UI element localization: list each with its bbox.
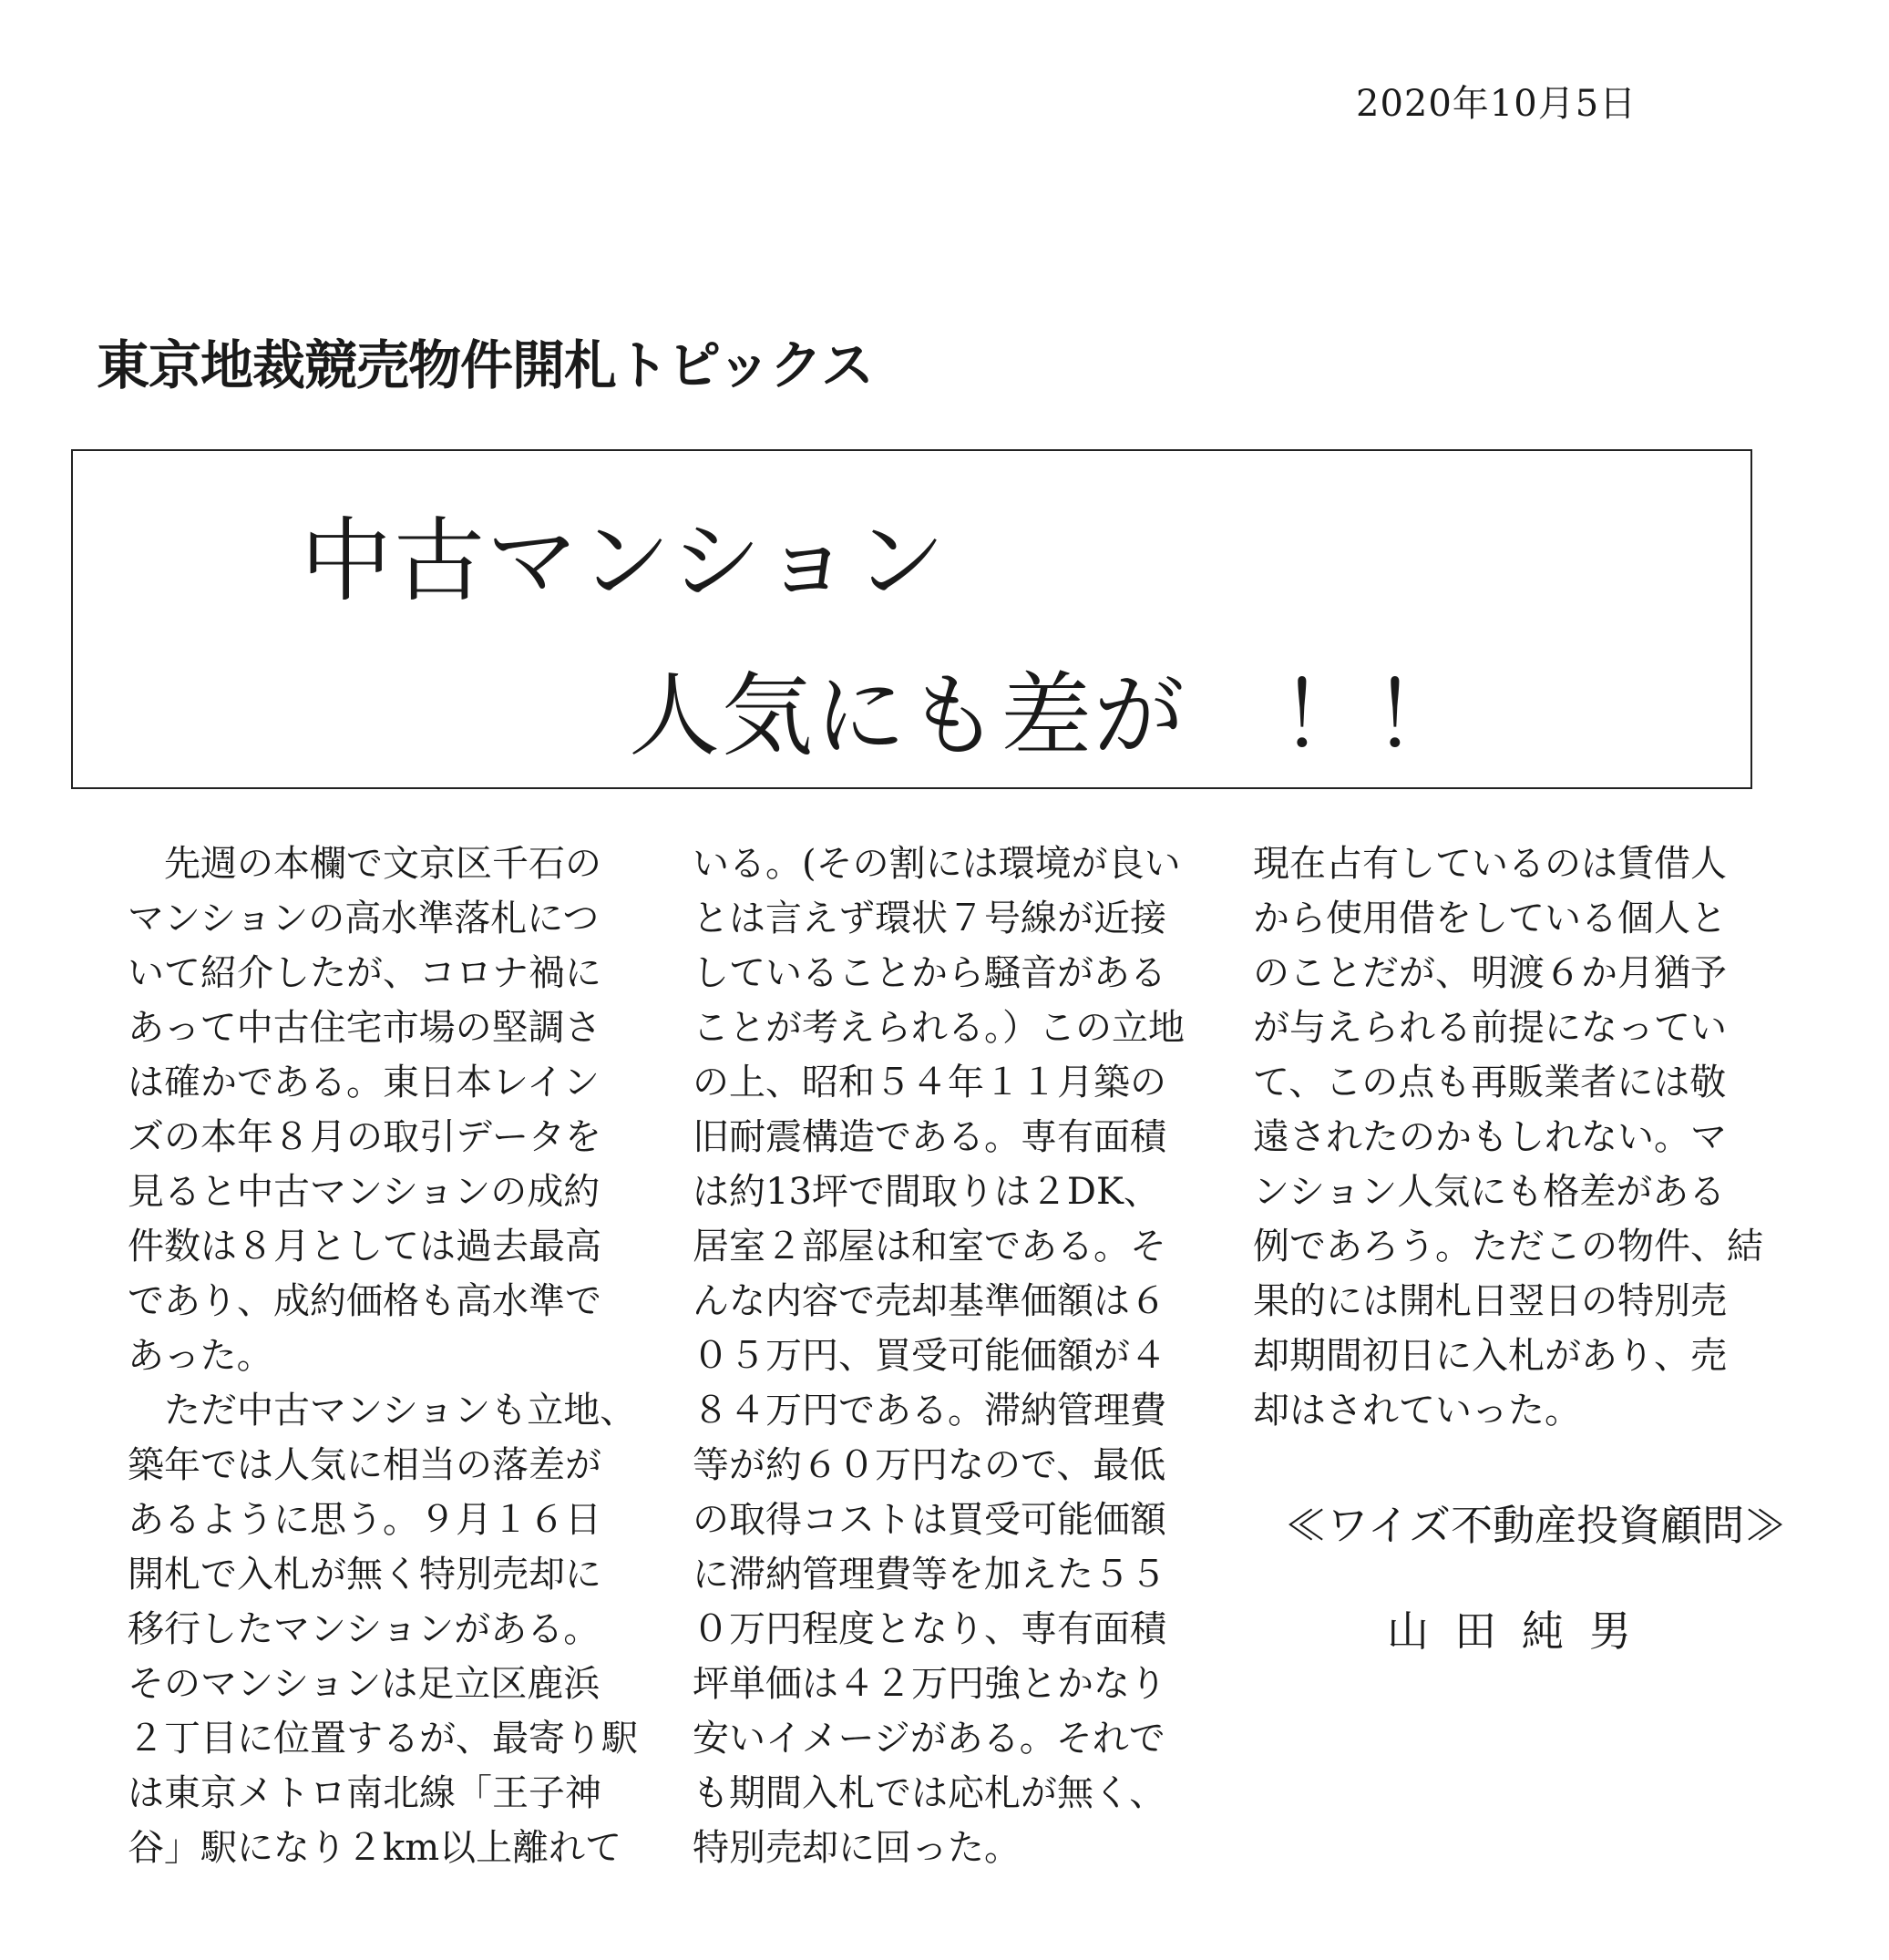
topic-title: 東京地裁競売物件開札トピックス	[97, 334, 874, 396]
article-line: 移行したマンションがある。	[128, 1608, 601, 1650]
article-line: ２丁目に位置するが、最寄り駅	[128, 1718, 638, 1760]
article-line: が与えられる前提になってい	[1253, 1007, 1727, 1049]
article-line: 谷」駅になり２km以上離れて	[128, 1827, 622, 1869]
article-line: 却はされていった。	[1253, 1390, 1581, 1432]
article-line: ただ中古マンションも立地、	[128, 1390, 637, 1432]
article-line: 見ると中古マンションの成約	[128, 1171, 601, 1213]
article-line: ０５万円、買受可能価額が４	[693, 1335, 1166, 1377]
article-line: は東京メトロ南北線「王子神	[128, 1772, 601, 1814]
article-line: 例であろう。ただこの物件、結	[1253, 1226, 1763, 1267]
article-line: 現在占有しているのは賃借人	[1253, 843, 1727, 885]
article-line: 先週の本欄で文京区千石の	[128, 843, 601, 885]
article-line: は確かである。東日本レイン	[128, 1062, 600, 1103]
article-line: も期間入札では応札が無く、	[693, 1772, 1166, 1814]
article-line: 居室２部屋は和室である。そ	[693, 1226, 1166, 1267]
headline-line-1: 中古マンション	[301, 508, 948, 614]
article-line: 遠されたのかもしれない。マ	[1253, 1116, 1727, 1158]
article-line: ことが考えられる。）この立地	[693, 1007, 1185, 1049]
article-line: いて紹介したが、コロナ禍に	[128, 952, 601, 994]
article-line: そのマンションは足立区鹿浜	[128, 1663, 601, 1705]
headline-box	[71, 449, 1752, 789]
article-column-1	[128, 836, 638, 1875]
document-date: 2020年10月5日	[1356, 83, 1637, 125]
article-line: て、この点も再販業者には敬	[1253, 1062, 1727, 1103]
article-line: いる。(その割には環境が良い	[693, 843, 1181, 885]
article-line: ０万円程度となり、専有面積	[693, 1608, 1166, 1650]
article-line: あった。	[128, 1335, 273, 1377]
article-line: ンション人気にも格差がある	[1253, 1171, 1726, 1213]
article-line: マンションの高水準落札につ	[128, 898, 600, 939]
author-name: 山田純男	[1387, 1606, 1657, 1656]
article-column-2	[693, 836, 1203, 1875]
article-line: 開札で入札が無く特別売却に	[128, 1554, 601, 1596]
article-line: していることから騒音がある	[693, 952, 1166, 994]
article-line: 旧耐震構造である。専有面積	[693, 1116, 1166, 1158]
article-line: 件数は８月としては過去最高	[128, 1226, 601, 1267]
article-line: あるように思う。９月１６日	[128, 1499, 601, 1541]
article-line: 特別売却に回った。	[693, 1827, 1021, 1869]
article-line: とは言えず環状７号線が近接	[693, 898, 1166, 939]
article-line: 却期間初日に入札があり、売	[1253, 1335, 1727, 1377]
article-line: 坪単価は４２万円強とかなり	[693, 1663, 1166, 1705]
article-line: であり、成約価格も高水準で	[128, 1280, 601, 1322]
article-line: あって中古住宅市場の堅調さ	[128, 1007, 601, 1049]
article-line: 果的には開札日翌日の特別売	[1253, 1280, 1727, 1322]
article-line: は約13坪で間取りは２DK、	[693, 1171, 1160, 1213]
article-line: ８４万円である。滞納管理費	[693, 1390, 1166, 1432]
article-line: から使用借をしている個人と	[1253, 898, 1727, 939]
article-line: の取得コストは買受可能価額	[693, 1499, 1166, 1541]
article-line: の上、昭和５４年１１月築の	[693, 1062, 1166, 1103]
article-line: のことだが、明渡６か月猶予	[1253, 952, 1727, 994]
article-line: んな内容で売却基準価額は６	[693, 1280, 1166, 1322]
article-line: 築年では人気に相当の落差が	[128, 1444, 601, 1486]
article-line: 安いイメージがある。それで	[693, 1718, 1165, 1760]
article-line: に滞納管理費等を加えた５５	[693, 1554, 1166, 1596]
headline-line-2: 人気にも差が ！！	[629, 662, 1465, 769]
article-column-3	[1253, 836, 1763, 1438]
article-line: ズの本年８月の取引データを	[128, 1116, 601, 1158]
article-line: 等が約６０万円なので、最低	[693, 1444, 1166, 1486]
company-name: ≪ワイズ不動産投資顧問≫	[1285, 1501, 1787, 1550]
